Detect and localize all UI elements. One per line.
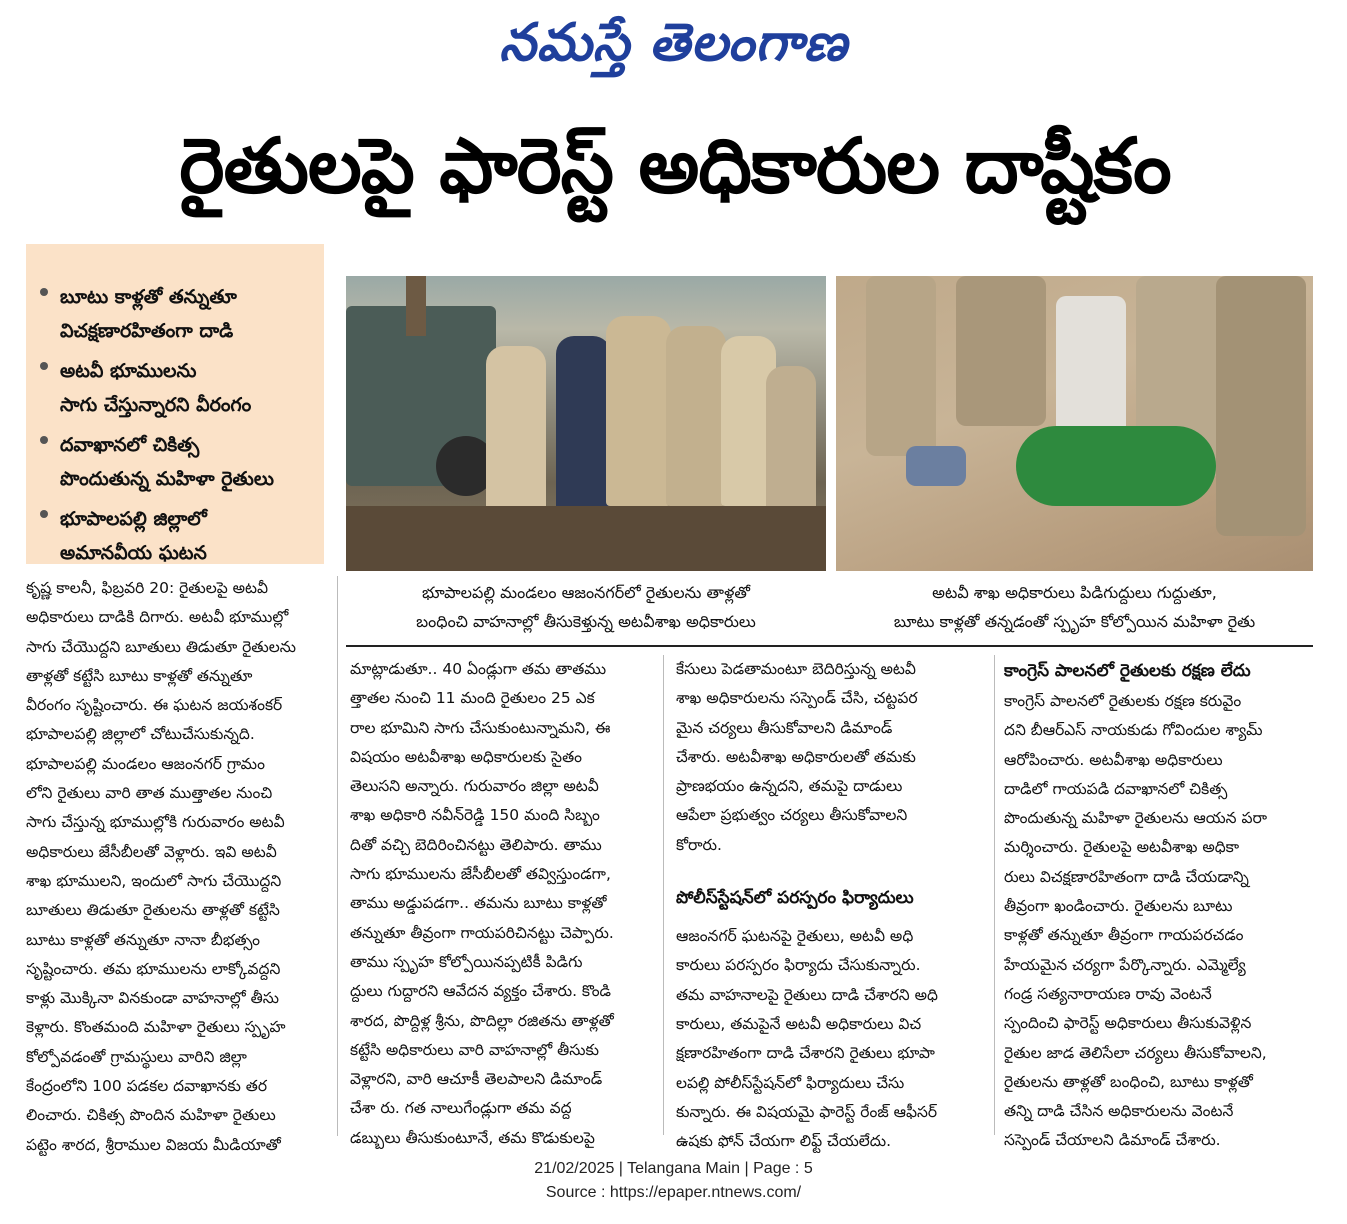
article-line: కాళ్లు మొక్కినా వినకుండా వాహనాల్లో తీసు (26, 989, 279, 1008)
person-shape (1216, 276, 1306, 536)
article-line: ద్దులు గుద్దారని ఆవేదన వ్యక్తం చేశారు. కొండి (350, 982, 612, 1001)
footer-source-link: Source : https://epaper.ntnews.com/ (545, 1184, 802, 1201)
highlight-item (40, 280, 314, 348)
highlight-line: విచక్షణారహితంగా దాడి (60, 320, 234, 342)
article-line: రాల భూమిని సాగు చేసుకుంటున్నామని, ఈ (350, 718, 611, 737)
caption-photo1 (346, 578, 826, 636)
highlight-line: భూపాలపల్లి జిల్లాలో (60, 508, 207, 530)
article-line: భూపాలపల్లి జిల్లాలో చోటుచేసుకున్నది. (26, 725, 255, 744)
article-line: సాగు భూములను జేసీబీలతో తవ్విస్తుండగా, (350, 865, 611, 884)
article-line: వెళ్లారని, వారి ఆచూకీ తెలపాలని డిమాండ్ (350, 1070, 603, 1089)
article-line: కారులు, తమపైనే అటవీ అధికారులు విచ (676, 1014, 922, 1033)
article-line: రైతులను తాళ్లతో బంధించి, బూటు కాళ్లతో (1004, 1072, 1253, 1091)
article-column-1 (26, 574, 328, 1160)
ground-shape (346, 506, 826, 571)
article-line: కెళ్లారు. కొంతమంది మహిళా రైతులు స్పృహ (26, 1018, 286, 1037)
person-shape (666, 326, 726, 506)
highlight-item (40, 502, 314, 570)
article-line: తమ వాహనాలపై రైతులు దాడి చేశారని అధి (676, 985, 938, 1004)
footer-date-edition: 21/02/2025 | Telangana Main | Page : 5 (534, 1160, 813, 1177)
article-line: ఉషకు ఫోన్ చేయగా లిఫ్ట్ చేయలేదు. (676, 1132, 891, 1151)
article-line: స్పందించి ఫారెస్ట్ అధికారులు తీసుకువెళ్లిన (1004, 1014, 1252, 1033)
article-line: కారులు పరస్పరం ఫిర్యాదు చేసుకున్నారు. (676, 956, 921, 975)
article-line: మర్శించారు. రైతులపై అటవీశాఖ అధికా (1004, 838, 1240, 857)
article-line: తన్నుతూ తీవ్రంగా గాయపరిచినట్టు చెప్పారు. (350, 923, 614, 942)
article-line: క్షణారహితంగా దాడి చేశారని రైతులు భూపా (676, 1044, 935, 1063)
subhead-congress-rule: కాంగ్రెస్ పాలనలో రైతులకు రక్షణ లేదు (1004, 661, 1251, 681)
article-line: సస్పెండ్ చేయాలని డిమాండ్ చేశారు. (1004, 1131, 1221, 1150)
article-line: దాడిలో గాయపడి దవాఖానలో చికిత్స (1004, 779, 1228, 798)
article-line: తాళ్లతో కట్టేసి బూటు కాళ్లతో తన్నుతూ (26, 666, 253, 685)
article-line: బూతులు తిడుతూ రైతులను తాళ్లతో కట్టేసి (26, 901, 280, 920)
highlight-line: పొందుతున్న మహిళా రైతులు (60, 468, 274, 490)
person-shape (956, 276, 1046, 426)
article-line: లోని రైతులు వారి తాత ముత్తాతల నుంచి (26, 784, 273, 803)
article-line: కట్టేసి అధికారులు వారి వాహనాల్లో తీసుకు (350, 1040, 599, 1059)
saree-shape (1016, 426, 1216, 506)
person-shape (556, 336, 611, 511)
bullet-icon (40, 288, 48, 296)
article-line: సాగు చేస్తున్న భూముల్లోకి గురువారం అటవీ (26, 813, 285, 832)
article-line: గండ్ర సత్యనారాయణ రావు వెంటనే (1004, 984, 1212, 1003)
article-line: తాము అడ్డుపడగా.. తమను బూటు కాళ్లతో (350, 894, 607, 913)
article-line: తీవ్రంగా ఖండించారు. రైతులను బూటు (1004, 897, 1233, 916)
article-column-3 (676, 655, 984, 1156)
article-line: కోరారు. (676, 835, 722, 854)
column-divider (663, 655, 664, 1135)
article-line: ఆపేలా ప్రభుత్వం చర్యలు తీసుకోవాలని (676, 806, 908, 825)
article-line: అధికారులు జేసీబీలతో వెళ్లారు. ఇవి అటవీ (26, 842, 277, 861)
column-divider (337, 576, 338, 1136)
cloth-shape (906, 446, 966, 486)
caption-line: భూపాలపల్లి మండలం ఆజంనగర్‌లో రైతులను తాళ్లతో (421, 583, 751, 602)
person-shape (766, 366, 816, 516)
article-line: శాఖ అధికారులను సస్పెండ్ చేసి, చట్టపర (676, 689, 918, 708)
person-shape (866, 276, 936, 456)
article-line: ఆజంనగర్ ఘటనపై రైతులు, అటవీ అధి (676, 927, 914, 946)
article-line: డబ్బులు తీసుకుంటూనే, తమ కొడుకులపై (350, 1128, 595, 1147)
article-line: రులు విచక్షణారహితంగా దాడి చేయడాన్ని (1004, 867, 1249, 886)
article-line: తాము స్పృహ కోల్పోయినప్పటికీ పిడిగు (350, 952, 583, 971)
caption-line: బంధించి వాహనాల్లో తీసుకెళ్తున్న అటవీశాఖ అధికారులు (416, 612, 756, 631)
article-line: పొందుతున్న మహిళా రైతులను ఆయన పరా (1004, 809, 1268, 828)
bullet-icon (40, 362, 48, 370)
article-line: మైన చర్యలు తీసుకోవాలని డిమాండ్ (676, 718, 893, 737)
article-line: వీరంగం సృష్టించారు. ఈ ఘటన జయశంకర్ (26, 696, 283, 715)
person-shape (486, 346, 546, 516)
article-line: దితో వచ్చి బెదిరించినట్టు తెలిపారు. తాము (350, 835, 602, 854)
highlight-item (40, 354, 314, 422)
article-line: దని బీఆర్‌ఎస్ నాయకుడు గోవిందుల శ్యామ్ (1004, 721, 1263, 740)
photo-forest-officials-jeep (346, 276, 826, 571)
article-line: విషయం అటవీశాఖ అధికారులకు సైతం (350, 747, 582, 766)
highlights-box (26, 244, 324, 564)
article-line: కాంగ్రెస్ పాలనలో రైతులకు రక్షణ కరువైం (1004, 692, 1242, 710)
article-line: ఆరోపించారు. అటవీశాఖ అధికారులు (1004, 750, 1223, 769)
article-line: ప్రాణభయం ఉన్నదని, తమపై దాడులు (676, 777, 903, 796)
article-line: సృష్టించారు. తమ భూములను లాక్కోవద్దని (26, 959, 281, 978)
article-line: తెలుసని అన్నారు. గురువారం జిల్లా అటవీ (350, 777, 599, 796)
article-line: చేశా రు. గత నాలుగేండ్లుగా తమ వద్ద (350, 1099, 572, 1118)
article-line: భూపాలపల్లి మండలం ఆజంనగర్ గ్రామం (26, 754, 265, 773)
caption-divider (346, 645, 1313, 647)
person-shape (606, 316, 671, 506)
article-line: శారద, పొద్దిళ్ల శ్రీను, పొదిల్లా రజితను తాళ్లతో (350, 1011, 614, 1030)
article-line: చేశారు. అటవీశాఖ అధికారులతో తమకు (676, 747, 916, 766)
article-line: అధికారులు దాడికి దిగారు. అటవీ భూముల్లో (26, 608, 289, 627)
caption-line: అటవీ శాఖ అధికారులు పిడిగుద్దులు గుద్దుతూ, (932, 583, 1217, 602)
article-line: మాట్లాడుతూ.. 40 ఏండ్లుగా తమ తాతము (350, 660, 607, 678)
highlight-item (40, 428, 314, 496)
highlight-line: అటవీ భూములను (60, 360, 197, 382)
article-line: శాఖ భూములని, ఇందులో సాగు చేయొద్దని (26, 871, 282, 890)
caption-line: బూటు కాళ్లతో తన్నడంతో స్పృహ కోల్పోయిన మహిళా రైతు (893, 612, 1256, 631)
article-line: హేయమైన చర్యగా పేర్కొన్నారు. ఎమ్మెల్యే (1004, 955, 1246, 974)
column-divider (994, 655, 995, 1135)
newspaper-masthead: నమస్తే తెలంగాణ (499, 12, 848, 73)
highlight-line: దవాఖానలో చికిత్స (60, 434, 200, 456)
article-line: బూటు కాళ్లతో తన్నుతూ నానా బీభత్సం (26, 930, 260, 949)
article-line: త్తాతల నుంచి 11 మంది రైతులం 25 ఎక (350, 689, 595, 708)
headline: రైతులపై ఫారెస్ట్ అధికారుల దాష్టీకం (179, 121, 1171, 210)
article-line: లించారు. చికిత్స పొందిన మహిళా రైతులు (26, 1106, 276, 1125)
subhead-police-station: పోలీస్‌స్టేషన్‌లో పరస్పరం ఫిర్యాదులు (676, 888, 914, 909)
highlight-line: బూటు కాళ్లతో తన్నుతూ (60, 286, 237, 308)
article-line: రైతుల జాడ తెలిసేలా చర్యలు తీసుకోవాలని, (1004, 1043, 1267, 1062)
article-column-2 (350, 655, 655, 1153)
article-line: శాఖ అధికారి నవీన్‌రెడ్డి 150 మంది సిబ్బం (350, 806, 600, 825)
photo-woman-farmer-on-ground (836, 276, 1313, 571)
article-line: కేంద్రంలోని 100 పడకల దవాఖానకు తర (26, 1077, 268, 1096)
caption-photo2 (836, 578, 1313, 636)
article-line: కాళ్లతో తన్నుతూ తీవ్రంగా గాయపరచడం (1004, 926, 1244, 945)
bullet-icon (40, 510, 48, 518)
article-line: లపల్లి పోలీస్‌స్టేషన్‌లో ఫిర్యాదులు చేసు (676, 1073, 905, 1092)
article-line: కున్నారు. ఈ విషయమై ఫారెస్ట్ రేంజ్ ఆఫీసర్ (676, 1102, 938, 1121)
article-line: కృష్ణ కాలనీ, ఫిబ్రవరి 20: రైతులపై అటవీ (26, 579, 269, 597)
person-shape (1056, 296, 1126, 436)
article-line: తన్ని దాడి చేసిన అధికారులను వెంటనే (1004, 1102, 1234, 1121)
article-line: కేసులు పెడతామంటూ బెదిరిస్తున్న అటవీ (676, 660, 916, 678)
bullet-icon (40, 436, 48, 444)
article-line: పట్టెం శారద, శ్రీరాముల విజయ మీడియాతో (26, 1135, 281, 1154)
article-line: కోల్పోవడంతో గ్రామస్థులు వారిని జిల్లా (26, 1047, 247, 1066)
highlight-line: అమానవీయ ఘటన (60, 542, 207, 564)
article-column-4 (1004, 655, 1314, 1156)
article-line: సాగు చేయొద్దని బూతులు తిడుతూ రైతులను (26, 637, 296, 656)
tree-trunk-shape (406, 276, 426, 336)
highlight-line: సాగు చేస్తున్నారని వీరంగం (60, 394, 252, 416)
